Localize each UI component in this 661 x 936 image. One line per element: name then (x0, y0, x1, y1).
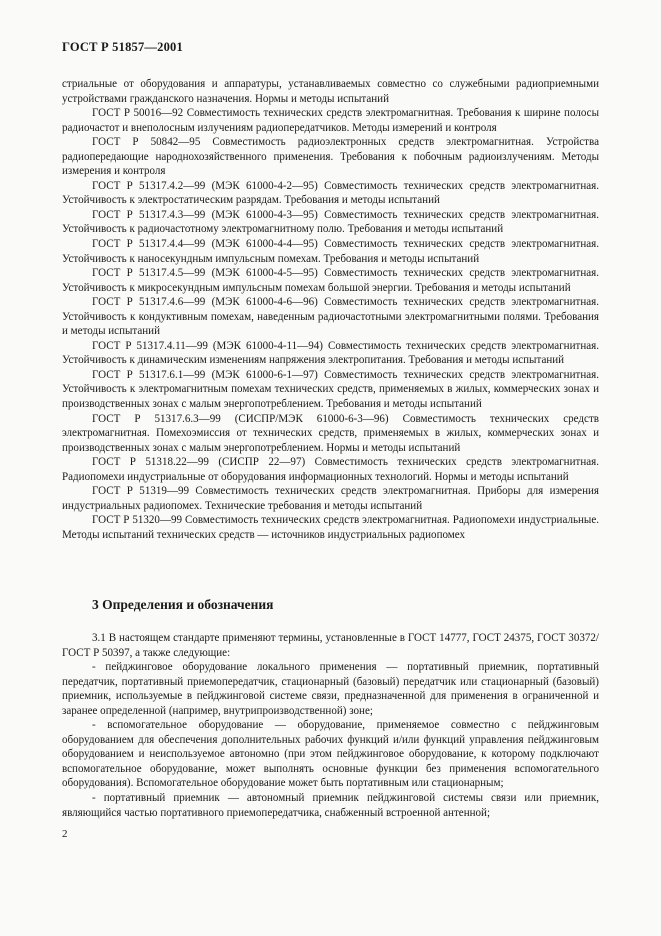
reference-item: ГОСТ Р 51317.4.4—99 (МЭК 61000-4-4—95) Совместимость технических средств электромагнитная. Устойчивость к наносекундным импульсным помехам. Требования и методы испытаний (62, 238, 599, 265)
reference-item: ГОСТ Р 51317.4.11—99 (МЭК 61000-4-11—94) Совместимость технических средств электромагнитная. Устойчивость к динамическим изменениям напряжения электропитания. Требования и методы испытаний (62, 339, 599, 367)
reference-item: ГОСТ Р 51320—99 Совместимость технических средств электромагнитная. Радиопомехи индустриальные. Методы испытаний технических средств — источников индустриальных радиопомех (62, 514, 599, 541)
reference-item: ГОСТ Р 51317.4.6—99 (МЭК 61000-4-6—96) Совместимость технических средств электромагнитная. Устойчивость к кондуктивным помехам, наведенным радиочастотными электромагнитными полями. Требования и методы испытаний (62, 296, 599, 338)
reference-item: ГОСТ Р 51317.6.1—99 (МЭК 61000-6-1—97) Совместимость технических средств электромагнитная. Устойчивость к электромагнитным помехам технических средств, применяемых в жилых, коммерческих зонах и производственных зонах с малым энергопотреблением. Требования и методы испытаний (62, 368, 599, 411)
standard-header: ГОСТ Р 51857—2001 (62, 40, 183, 54)
reference-item: ГОСТ Р 51317.4.5—99 (МЭК 61000-4-5—95) Совместимость технических средств электромагнитная. Устойчивость к микросекундным импульсным помехам большой энергии. Требования и методы испытаний (62, 267, 599, 294)
reference-item: ГОСТ Р 50016—92 Совместимость технических средств электромагнитная. Требования к ширине полосы радиочастот и внеполосным излучениям радиопередатчиков. Методы измерений и контроля (62, 107, 599, 134)
definition-paragraph: - вспомогательное оборудование — оборудование, применяемое совместно с пейджинговым оборудованием для обеспечения дополнительных рабочих функций и/или функций управления пейджинговым оборудованием и неиспользуемое автономно (при этом пейджинговое оборудование, к которому подключают вспомогательное оборудование, может выполнять основные функции без применения вспомогательного оборудования). Вспомогательное оборудование может быть портативным или стационарным; (62, 719, 599, 790)
normative-references (62, 77, 599, 543)
section-heading: 3 Определения и обозначения (92, 597, 274, 612)
definition-paragraph: - портативный приемник — автономный приемник пейджинговой системы связи или приемник, являющийся частью портативного приемопередатчика, снабженный встроенной антенной; (62, 792, 599, 819)
reference-continuation: стриальные от оборудования и аппаратуры, устанавливаемых совместно со служебными радиоприемными устройствами гражданского назначения. Нормы и методы испытаний (62, 78, 599, 105)
reference-item: ГОСТ Р 50842—95 Совместимость радиоэлектронных средств электромагнитная. Устройства радиопередающие народнохозяйственного применения. Требования к побочным радиоизлучениям. Методы измерения и контроля (62, 136, 599, 178)
definition-paragraph: 3.1 В настоящем стандарте применяют термины, установленные в ГОСТ 14777, ГОСТ 24375, ГОСТ 30372/ГОСТ Р 50397, а также следующие: (62, 632, 599, 659)
reference-item: ГОСТ Р 51317.6.3—99 (СИСПР/МЭК 61000-6-3—96) Совместимость технических средств электромагнитная. Помехоэмиссия от технических средств, применяемых в жилых, коммерческих зонах и производственных зонах с малым энергопотреблением. Нормы и методы испытаний (62, 412, 599, 454)
reference-item: ГОСТ Р 51319—99 Совместимость технических средств электромагнитная. Приборы для измерения индустриальных радиопомех. Технические требования и методы испытаний (62, 485, 599, 512)
section-body (62, 631, 599, 820)
reference-item: ГОСТ Р 51318.22—99 (СИСПР 22—97) Совместимость технических средств электромагнитная. Радиопомехи индустриальные от оборудования информационных технологий. Нормы и методы испытаний (62, 456, 599, 483)
definition-paragraph: - пейджинговое оборудование локального применения — портативный приемник, портативный передатчик, портативный приемопередатчик, стационарный (базовый) передатчик или стационарный (базовый) приемник, используемые в пейджинговой системе связи, предназначенной для применения в ограниченной и заранее определенной (например, внутрипроизводственной) зоне; (62, 661, 599, 717)
reference-item: ГОСТ Р 51317.4.2—99 (МЭК 61000-4-2—95) Совместимость технических средств электромагнитная. Устойчивость к электростатическим разрядам. Требования и методы испытаний (62, 179, 599, 207)
reference-item: ГОСТ Р 51317.4.3—99 (МЭК 61000-4-3—95) Совместимость технических средств электромагнитная. Устойчивость к радиочастотному электромагнитному полю. Требования и методы испытаний (62, 208, 599, 236)
page-number: 2 (62, 828, 68, 840)
